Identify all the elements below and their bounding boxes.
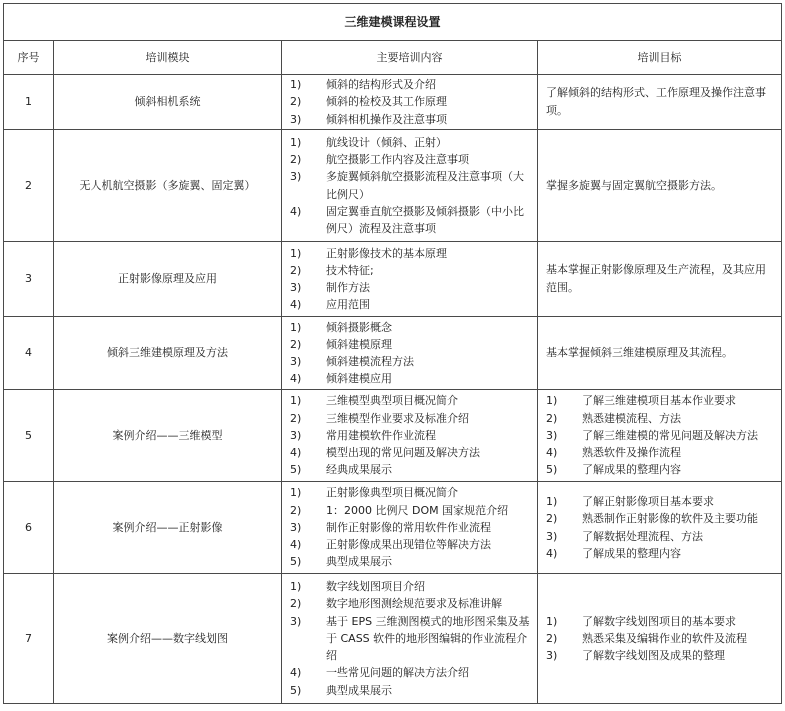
row-goal — [538, 317, 782, 390]
goal-item-text: 熟悉建模流程、方法 — [582, 411, 681, 425]
content-item-number: 2) — [290, 95, 302, 109]
content-item — [290, 134, 533, 151]
content-item-number: 1) — [290, 394, 302, 408]
content-item — [290, 279, 533, 296]
row-seq: 5 — [4, 390, 54, 482]
row-module: 案例介绍——正射影像 — [54, 482, 282, 574]
content-item-text: 航线设计（倾斜、正射） — [326, 135, 447, 149]
content-item — [290, 444, 533, 461]
content-item-number: 2) — [290, 597, 302, 611]
content-item-text: 倾斜摄影概念 — [326, 320, 392, 334]
content-item-number: 2) — [290, 337, 302, 351]
goal-item — [546, 410, 775, 427]
content-item — [290, 262, 533, 279]
content-item-text: 倾斜的结构形式及介绍 — [326, 78, 436, 92]
content-item — [290, 319, 533, 336]
content-item-number: 3) — [290, 355, 302, 368]
content-item-text: 模型出现的常见问题及解决方法 — [326, 446, 480, 460]
goal-item — [546, 545, 775, 562]
content-item-text: 制作方法 — [326, 281, 370, 294]
goal-item-number: 3) — [546, 649, 558, 663]
content-item-number: 3) — [290, 170, 302, 184]
goal-item-text: 了解三维建模的常见问题及解决方法 — [582, 428, 758, 442]
goal-item-number: 4) — [546, 446, 558, 460]
goal-item — [546, 493, 775, 510]
content-item-text: 三维模型典型项目概况简介 — [326, 394, 458, 408]
row-seq: 6 — [4, 482, 54, 574]
content-item-number: 5) — [290, 463, 302, 477]
content-item-text: 一些常见问题的解决方法介绍 — [326, 666, 469, 680]
header-module: 培训模块 — [54, 41, 282, 75]
content-item — [290, 392, 533, 409]
row-seq: 4 — [4, 317, 54, 390]
content-item — [290, 502, 533, 519]
content-item-number: 4) — [290, 298, 302, 312]
content-item-number: 1) — [290, 486, 302, 500]
content-item-text: 三维模型作业要求及标准介绍 — [326, 411, 469, 425]
content-item — [290, 76, 533, 93]
table-row — [4, 75, 782, 130]
content-item — [290, 93, 533, 110]
content-item — [290, 578, 533, 595]
goal-item-number: 5) — [546, 463, 558, 477]
content-item-number: 1) — [290, 580, 302, 594]
content-item — [290, 111, 533, 128]
goal-item-number: 1) — [546, 394, 558, 408]
header-row — [4, 41, 782, 75]
content-item-text: 正射影像成果出现错位等解决方法 — [326, 538, 491, 552]
content-item — [290, 519, 533, 536]
header-seq: 序号 — [4, 41, 54, 75]
content-item — [290, 427, 533, 444]
row-content — [282, 317, 538, 390]
content-item-number: 4) — [290, 204, 302, 218]
content-item-text: 航空摄影工作内容及注意事项 — [326, 153, 469, 167]
content-item — [290, 370, 533, 387]
content-item — [290, 203, 533, 237]
row-seq: 2 — [4, 130, 54, 242]
row-module: 案例介绍——数字线划图 — [54, 574, 282, 704]
row-content — [282, 130, 538, 242]
content-item-text: 正射影像技术的基本原理 — [326, 246, 447, 260]
goal-item — [546, 392, 775, 409]
content-item-number: 2) — [290, 411, 302, 425]
goal-item-text: 熟悉制作正射影像的软件及主要功能 — [582, 512, 758, 526]
content-item-number: 4) — [290, 666, 302, 680]
content-item — [290, 682, 533, 699]
row-module: 无人机航空摄影（多旋翼、固定翼） — [54, 130, 282, 242]
goal-text: 掌握多旋翼与固定翼航空摄影方法。 — [546, 178, 722, 192]
row-content — [282, 75, 538, 130]
header-goal: 培训目标 — [538, 41, 782, 75]
goal-item-number: 4) — [546, 546, 558, 560]
row-goal — [538, 482, 782, 574]
content-item-text: 典型成果展示 — [326, 555, 392, 569]
content-item-text: 倾斜建模原理 — [326, 337, 392, 351]
content-item-text: 多旋翼倾斜航空摄影流程及注意事项（大比例尺） — [326, 170, 524, 201]
goal-item — [546, 647, 775, 664]
content-item — [290, 484, 533, 501]
course-table — [3, 3, 782, 704]
content-item-number: 1) — [290, 78, 302, 92]
goal-item-text: 了解正射影像项目基本要求 — [582, 495, 714, 509]
goal-item-number: 1) — [546, 614, 558, 628]
content-item — [290, 595, 533, 612]
goal-item-text: 熟悉采集及编辑作业的软件及流程 — [582, 631, 747, 645]
content-item — [290, 336, 533, 353]
table-row — [4, 390, 782, 482]
row-content — [282, 574, 538, 704]
content-item-number: 1) — [290, 135, 302, 149]
table-row — [4, 482, 782, 574]
row-module: 正射影像原理及应用 — [54, 242, 282, 317]
title-row — [4, 4, 782, 41]
content-item-number: 5) — [290, 555, 302, 569]
content-item-text: 典型成果展示 — [326, 683, 392, 697]
row-seq: 7 — [4, 574, 54, 704]
content-item-number: 2) — [290, 503, 302, 517]
content-item — [290, 461, 533, 478]
row-goal — [538, 574, 782, 704]
course-document — [3, 3, 781, 704]
row-goal — [538, 390, 782, 482]
goal-item — [546, 444, 775, 461]
content-item-text: 固定翼垂直航空摄影及倾斜摄影（中小比例尺）流程及注意事项 — [326, 204, 524, 235]
goal-item — [546, 613, 775, 630]
goal-item-text: 了解成果的整理内容 — [582, 463, 681, 477]
content-item — [290, 410, 533, 427]
table-row — [4, 130, 782, 242]
goal-item-text: 了解三维建模项目基本作业要求 — [582, 394, 736, 408]
content-item — [290, 553, 533, 570]
row-content — [282, 242, 538, 317]
table-row — [4, 317, 782, 390]
table-row — [4, 574, 782, 704]
content-item — [290, 536, 533, 553]
row-content — [282, 482, 538, 574]
row-seq: 1 — [4, 75, 54, 130]
table-body — [4, 75, 782, 704]
table-row — [4, 242, 782, 317]
goal-item-text: 了解成果的整理内容 — [582, 546, 681, 560]
row-goal — [538, 130, 782, 242]
content-item — [290, 245, 533, 262]
content-item-number: 3) — [290, 614, 302, 628]
header-content: 主要培训内容 — [282, 41, 538, 75]
goal-item-text: 了解数据处理流程、方法 — [582, 529, 703, 543]
table-title: 三维建模课程设置 — [4, 4, 782, 41]
content-item-text: 倾斜建模应用 — [326, 372, 392, 386]
content-item-text: 经典成果展示 — [326, 463, 392, 477]
goal-item-number: 3) — [546, 428, 558, 442]
content-item-number: 2) — [290, 153, 302, 167]
row-seq: 3 — [4, 242, 54, 317]
goal-item-number: 2) — [546, 631, 558, 645]
goal-item-number: 1) — [546, 495, 558, 509]
row-goal — [538, 242, 782, 317]
content-item-text: 倾斜建模流程方法 — [326, 355, 414, 368]
row-goal — [538, 75, 782, 130]
goal-item-number: 2) — [546, 411, 558, 425]
goal-text: 基本掌握正射影像原理及生产流程，及其应用范围。 — [546, 263, 766, 294]
goal-item-text: 了解数字线划图项目的基本要求 — [582, 614, 736, 628]
goal-text: 基本掌握倾斜三维建模原理及其流程。 — [546, 346, 733, 359]
content-item-text: 基于 EPS 三维测图模式的地形图采集及基于 CASS 软件的地形图编辑的作业流程介绍 — [326, 614, 530, 663]
goal-item — [546, 510, 775, 527]
goal-item-text: 了解数字线划图及成果的整理 — [582, 649, 725, 663]
goal-item-number: 2) — [546, 512, 558, 526]
goal-item-number: 3) — [546, 529, 558, 543]
content-item-number: 5) — [290, 683, 302, 697]
goal-text: 了解倾斜的结构形式、工作原理及操作注意事项。 — [546, 86, 766, 117]
content-item-number: 3) — [290, 281, 302, 294]
content-item-number: 1) — [290, 320, 302, 334]
content-item — [290, 613, 533, 665]
row-content — [282, 390, 538, 482]
content-item-number: 2) — [290, 263, 302, 277]
content-item — [290, 151, 533, 168]
content-item-number: 3) — [290, 112, 302, 126]
content-item-text: 正射影像典型项目概况简介 — [326, 486, 458, 500]
goal-item-text: 熟悉软件及操作流程 — [582, 446, 681, 460]
content-item — [290, 353, 533, 370]
content-item-number: 4) — [290, 446, 302, 460]
content-item-text: 制作正射影像的常用软件作业流程 — [326, 520, 491, 534]
row-module: 倾斜相机系统 — [54, 75, 282, 130]
content-item — [290, 296, 533, 313]
goal-item — [546, 461, 775, 478]
goal-item — [546, 630, 775, 647]
content-item-number: 3) — [290, 520, 302, 534]
content-item-number: 1) — [290, 246, 302, 260]
content-item — [290, 664, 533, 681]
content-item-text: 数字地形图测绘规范要求及标准讲解 — [326, 597, 502, 611]
content-item-number: 3) — [290, 428, 302, 442]
content-item-text: 常用建模软件作业流程 — [326, 428, 436, 442]
content-item-text: 倾斜相机操作及注意事项 — [326, 112, 447, 126]
content-item-text: 1：2000 比例尺 DOM 国家规范介绍 — [326, 503, 509, 517]
content-item — [290, 168, 533, 202]
content-item-number: 4) — [290, 538, 302, 552]
goal-item — [546, 427, 775, 444]
row-module: 案例介绍——三维模型 — [54, 390, 282, 482]
content-item-text: 技术特征; — [326, 263, 374, 277]
content-item-number: 4) — [290, 372, 302, 386]
content-item-text: 倾斜的检校及其工作原理 — [326, 95, 447, 109]
content-item-text: 数字线划图项目介绍 — [326, 580, 425, 594]
content-item-text: 应用范围 — [326, 298, 370, 312]
row-module: 倾斜三维建模原理及方法 — [54, 317, 282, 390]
goal-item — [546, 528, 775, 545]
